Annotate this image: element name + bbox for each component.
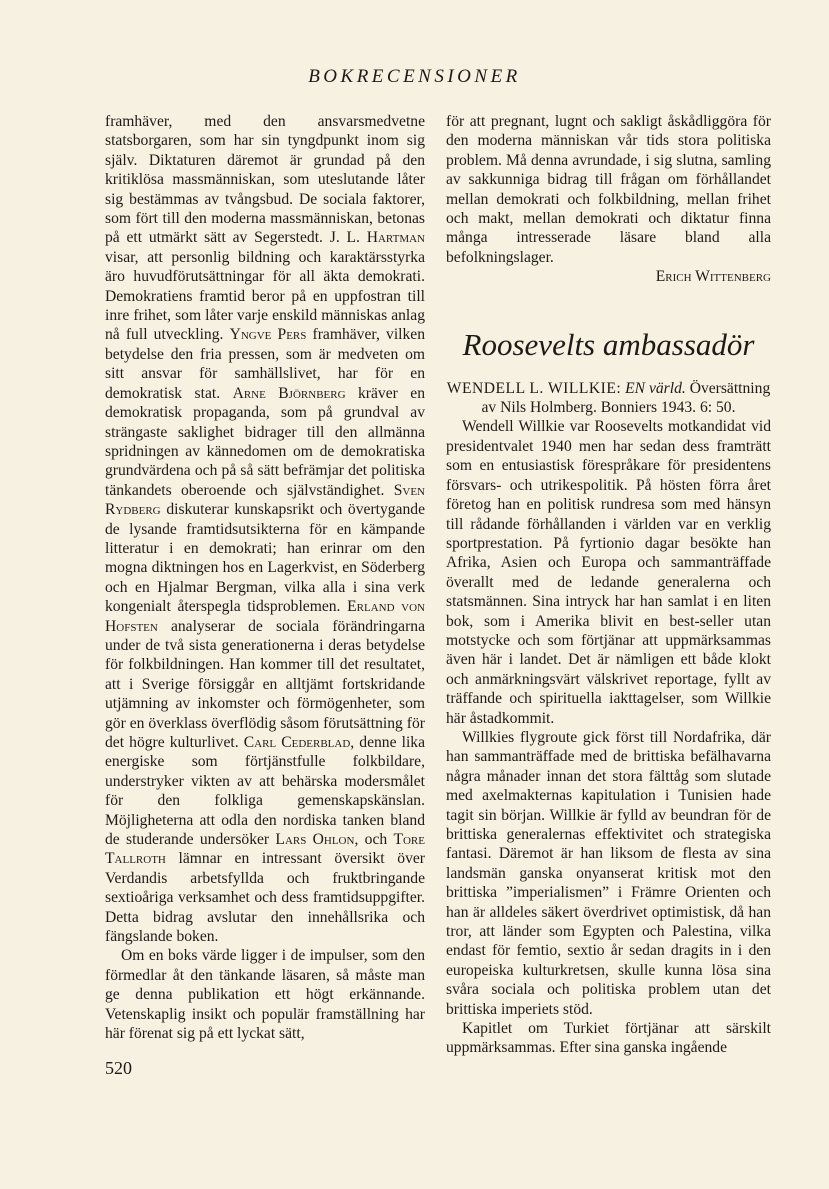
person-name: Lars Ohlon xyxy=(275,831,355,849)
text-run: kräver en demokratisk propaganda, som på grundval av strängaste saklighet bidrager till den allmänna spridningen av kännedomen om de demokratiska grundvärdena och på så sätt befrämjar det politiska tänkandets oberoende och självständighet. xyxy=(105,384,425,499)
left-paragraph-1 xyxy=(105,112,425,946)
person-name: Yngve Pers xyxy=(229,326,307,344)
text-run: , denne lika energiske som förtjänstfulle folkbildare, understryker vikten av att behärska modersmålet för den folkliga gemenskapskänslan. Möjligheterna att odla den nordiska tanken bland de studerande undersöker xyxy=(105,734,425,849)
text-run: visar, att personlig bildning och karaktärsstyrka äro huvudförutsättningar för all äkta demokrati. Demokratiens framtid beror på en uppfostran till inre frihet, som låter varje enskild människas anlag nå full utveckling. xyxy=(105,248,425,344)
text-run: analyserar de sociala förändringarna under de två sista generationerna i deras betydelse för folkbildningen. Han kommer till det resultatet, att i Sverige försiggår en alltjämt fortskridande utjämning av inkomster och förmögenheter, som gör en överklass överflödig såsom förutsättning för det högre kulturlivet. xyxy=(105,617,425,751)
person-name: Tore Tallroth xyxy=(105,831,425,868)
person-name: Hartman xyxy=(366,229,425,247)
bibliographic-entry xyxy=(446,379,771,418)
text-run: diskuterar kunskapsrikt och övertygande de lysande framtidsutsikterna för en kämpande litteratur i en demokrati; han erinrar om den mogna diktningen hos en Lagerkvist, en Söderberg och en Hjalmar Bergman, vilka alla i sina verk kongenialt återspegla tidsproblemen. xyxy=(105,501,425,616)
review-paragraph-3: Kapitlet om Turkiet förtjänar att särskilt uppmärksammas. Efter sina ganska ingående xyxy=(446,1020,771,1057)
review-paragraph-1: Wendell Willkie var Roosevelts motkandidat vid presidentvalet 1940 men har sedan dess framträtt som en entusiastisk förespråkare för presidentens försvars- och utrikespolitik. På hösten förra året företog han en politisk rundresa som med hänsyn till rådande förhållanden i världen var en verklig sportprestation. På fyrtionio dagar besökte han Afrika, Asien och Europa och sammanträffade överallt med de ledande generalerna och statsmännen. Sina intryck har han samlat i en liten bok, som i Amerika blivit en best-seller utan motstycke och som förtjänar att uppmärksammas även här i landet. Det är nämligen ett både klokt och anmärkningsvärt välskrivet reportage, fyllt av träffande och spirituella iakttagelser, som Willkie här åstadkommit. xyxy=(446,418,771,727)
review-continuation: för att pregnant, lugnt och sakligt åskådliggöra för den moderna människan vår tids stora politiska problem. Må denna avrundade, i sig slutna, samling av sakkunniga bidrag till frågan om förhållandet mellan demokrati och folkbildning, mellan frihet och makt, mellan demokrati och diktatur finna många intresserade läsare bland alla befolkningslager. xyxy=(446,113,771,266)
left-column xyxy=(105,112,425,1044)
person-name: Sven Rydberg xyxy=(105,481,425,519)
text-run: lämnar en intressant översikt över Verdandis arbetsfyllda och fruktbringande sextioåriga verksamhet och dess framtidsuppgifter. Detta bidrag avslutar den innehållsrika och fängslande boken. xyxy=(105,850,425,946)
text-run: , och xyxy=(354,831,394,849)
text-run: framhäver, med den ansvarsmedvetne statsborgaren, som har sin tyngdpunkt inom sig själv. Diktaturen däremot är grundad på den kritiklösa massmänniskan, som uteslutande låter sig bestämmas av tvångsbud. De sociala faktorer, som fört till den moderna massmänniskan, betonas på ett utmärkt sätt av Segerstedt. J. L. xyxy=(105,113,425,247)
book-details: Översättning av Nils Holmberg. Bonniers 1943. 6: 50. xyxy=(481,379,771,417)
person-name: Erland von Hofsten xyxy=(105,598,425,635)
book-title: EN värld. xyxy=(625,379,686,397)
review-title: Roosevelts ambassadör xyxy=(462,326,755,362)
text-run: framhäver, vilken betydelse den fria pressen, som är medveten om sitt ansvar för samhällslivet, har för en demokratisk stat. xyxy=(105,326,425,402)
book-author: WENDELL L. WILLKIE: xyxy=(446,379,622,397)
right-column xyxy=(446,112,771,1058)
person-name: Carl Cederblad xyxy=(243,734,351,751)
running-header: BOKRECENSIONER xyxy=(308,66,521,87)
person-name: Arne Björnberg xyxy=(232,384,346,402)
page-number: 520 xyxy=(105,1058,132,1078)
left-paragraph-2: Om en boks värde ligger i de impulser, som den förmedlar åt den tänkande läsaren, så måste man ge denna publikation ett högt erkännande. Vetenskaplig insikt och populär framställning har här förenat sig på ett lyckat sätt, xyxy=(105,947,425,1043)
reviewer-signature: Erich Wittenberg xyxy=(655,268,771,286)
review-paragraph-2: Willkies flygroute gick först till Nordafrika, där han sammanträffade med de brittiska befälhavarna några månader innan det stora fälttåg som slutade med axelmakternas kapitulation i Tunisien hade tagit sin början. Willkie är fylld av beundran för de brittiska generalernas effektivitet och strategiska fantasi. Däremot är han liksom de flesta av sina landsmän ganska onyanserat kritisk mot den brittiska ”imperialismen” i Främre Orienten och han är alldeles säkert överdrivet optimistisk, då han tror, att länder som Egypten och Palestina, vilka endast för femtio, sextio år sedan dragits in i den europeiska kulturkretsen, skulle kunna lösa sina svåra sociala och politiska problem utan det brittiska imperiets stöd. xyxy=(446,728,771,1018)
